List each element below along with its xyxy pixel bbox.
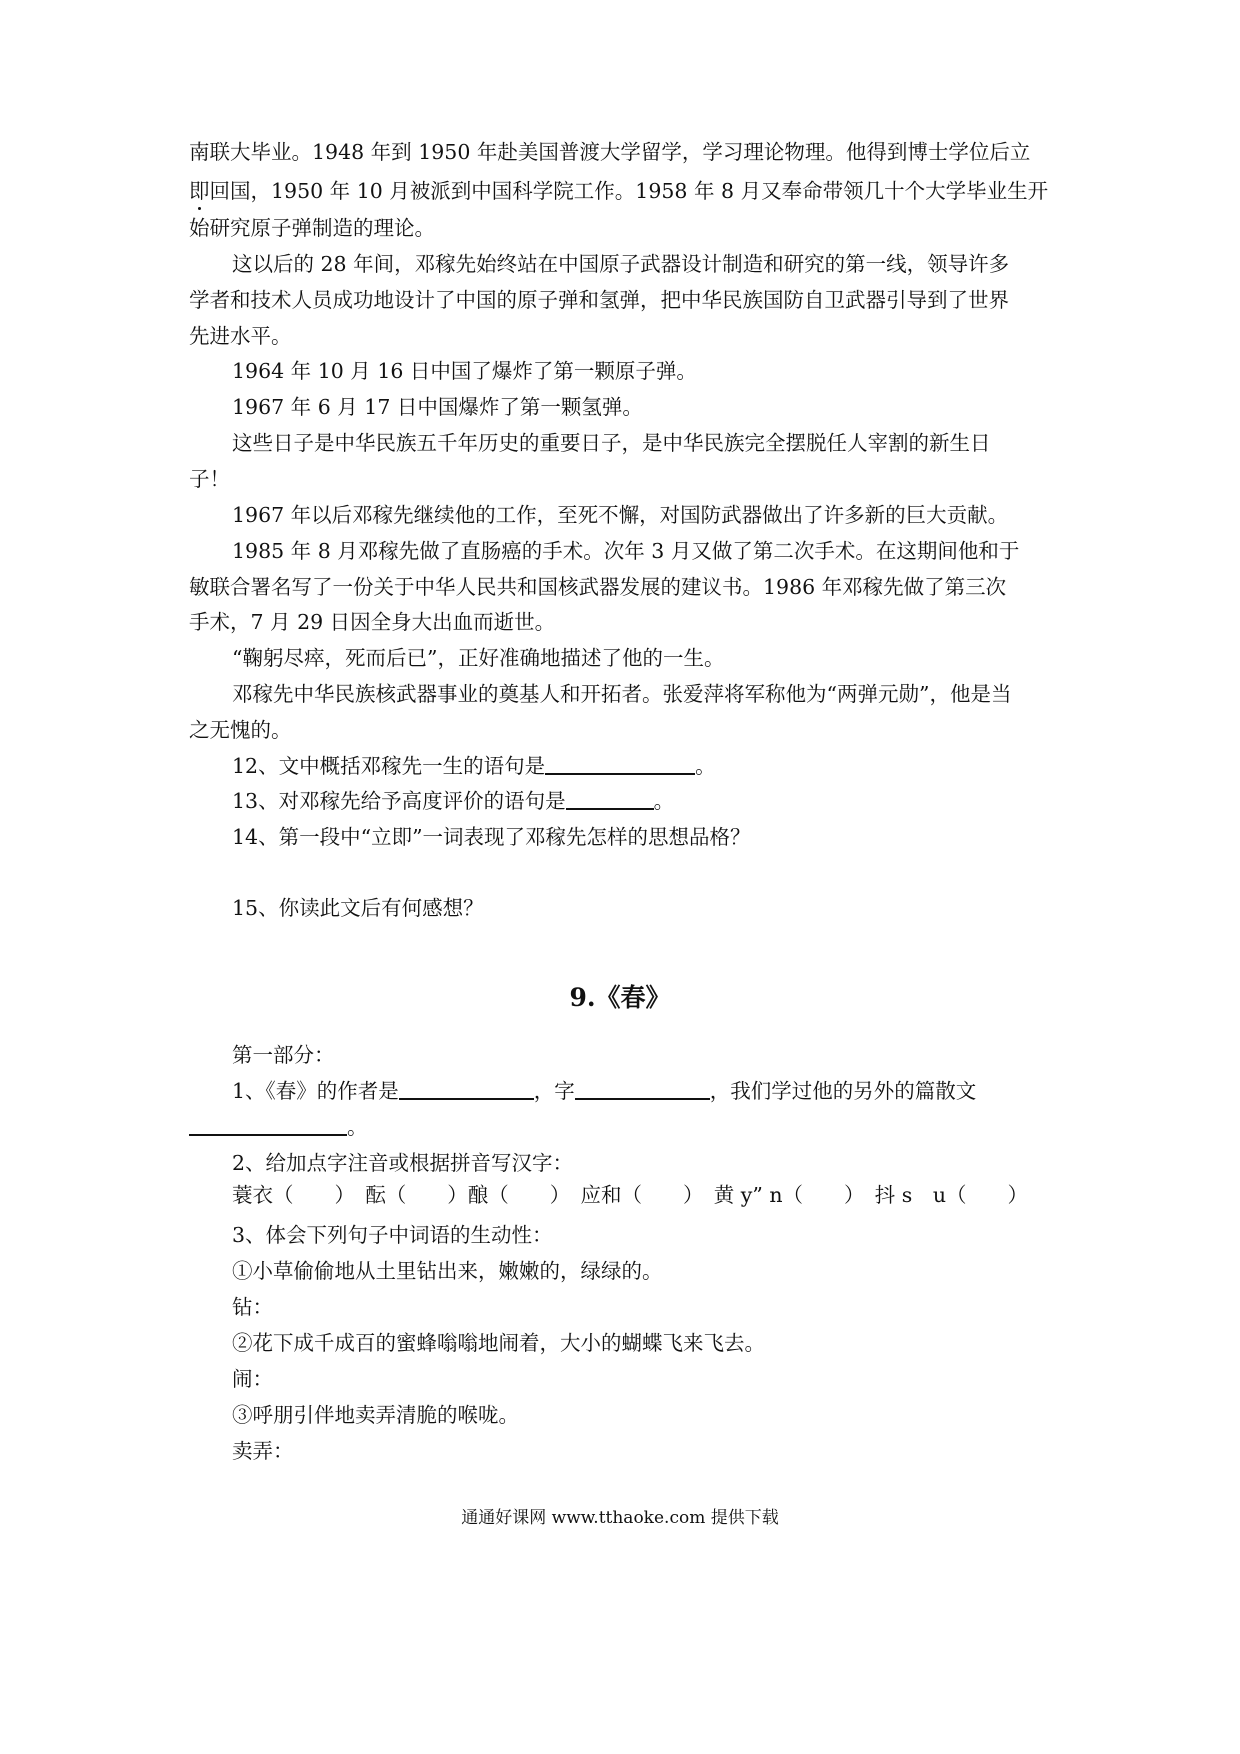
- passage-line: 1967 年以后邓稼先继续他的工作，至死不懈，对国防武器做出了许多新的巨大贡献。: [232, 503, 1009, 527]
- question-3: 3、体会下列句子中词语的生动性：: [232, 1223, 553, 1247]
- passage-line: “鞠躬尽瘁，死而后已”，正好准确地描述了他的一生。: [232, 646, 725, 670]
- question-13: 13、对邓稼先给予高度评价的语句是 。: [232, 789, 675, 813]
- question-15: 15、你读此文后有何感想？: [232, 896, 484, 920]
- passage-line: 这以后的 28 年间，邓稼先始终站在中国原子武器设计制造和研究的第一线，领导许多: [232, 252, 1010, 276]
- passage-line: 敏联合署名写了一份关于中华人民共和国核武器发展的建议书。1986 年邓稼先做了第三次: [189, 575, 1007, 599]
- question-1: 1、《春》的作者是 ，字 ，我们学过他的另外的篇散文: [232, 1079, 977, 1103]
- passage-line: [189, 177, 1048, 205]
- emphasis-dot-char: 即: [189, 179, 210, 203]
- pinyin-items: 蓑衣（ ） 酝（ ）酿（ ） 应和（ ） 黄 y” n（ ） 抖 s u（ ）: [232, 1183, 1029, 1207]
- passage-line: 学者和技术人员成功地设计了中国的原子弹和氢弹，把中华民族国防自卫武器引导到了世界: [189, 288, 1009, 312]
- question-text: 12、文中概括邓稼先一生的语句是: [232, 754, 546, 778]
- question-1-cont: 。: [189, 1113, 368, 1141]
- passage-line: 先进水平。: [189, 324, 292, 348]
- passage-line: 手术，7 月 29 日因全身大出血而逝世。: [189, 610, 556, 634]
- passage-line: 子！: [189, 467, 230, 491]
- passage-line: 1964 年 10 月 16 日中国了爆炸了第一颗原子弹。: [232, 359, 697, 383]
- passage-text: 回国，1950 年 10 月被派到中国科学院工作。1958 年 8 月又奉命带领几十个大学毕业生开: [209, 179, 1049, 203]
- passage-line: 这些日子是中华民族五千年历史的重要日子，是中华民族完全摆脱任人宰割的新生日: [232, 431, 991, 455]
- passage-line: 之无愧的。: [189, 718, 292, 742]
- question-14: 14、第一段中“立即”一词表现了邓稼先怎样的思想品格？: [232, 825, 751, 849]
- example-sentence: ①小草偷偷地从土里钻出来，嫩嫩的，绿绿的。: [232, 1259, 663, 1283]
- answer-blank[interactable]: [566, 788, 654, 810]
- example-sentence: ②花下成千成百的蜜蜂嗡嗡地闹着，大小的蝴蝶飞来飞去。: [232, 1331, 765, 1355]
- passage-line: 1985 年 8 月邓稼先做了直肠癌的手术。次年 3 月又做了第二次手术。在这期间他和于: [232, 539, 1020, 563]
- courtesy-name-blank[interactable]: [575, 1078, 710, 1100]
- author-blank[interactable]: [399, 1078, 534, 1100]
- question-12: 12、文中概括邓稼先一生的语句是 。: [232, 754, 716, 778]
- section-part-label: 第一部分：: [232, 1043, 335, 1067]
- question-text: 13、对邓稼先给予高度评价的语句是: [232, 789, 566, 813]
- passage-line: 始研究原子弹制造的理论。: [189, 216, 435, 240]
- example-sentence: ③呼朋引伴地卖弄清脆的喉咙。: [232, 1403, 519, 1427]
- passage-line: 1967 年 6 月 17 日中国爆炸了第一颗氢弹。: [232, 395, 643, 419]
- word-label: 闹：: [232, 1367, 273, 1391]
- word-label: 钻：: [232, 1295, 273, 1319]
- passage-line: 南联大毕业。1948 年到 1950 年赴美国普渡大学留学，学习理论物理。他得到博士学位后立: [189, 140, 1031, 164]
- answer-blank[interactable]: [545, 753, 695, 775]
- section-title: 9.《春》: [569, 983, 671, 1012]
- page-footer: 通通好课网 www.tthaoke.com 提供下载: [461, 1508, 779, 1528]
- word-label: 卖弄：: [232, 1439, 294, 1463]
- passage-line: 邓稼先中华民族核武器事业的奠基人和开拓者。张爱萍将军称他为“两弹元勋”，他是当: [232, 682, 1012, 706]
- question-2: 2、给加点字注音或根据拼音写汉字：: [232, 1151, 574, 1175]
- essay-blank[interactable]: [189, 1114, 347, 1136]
